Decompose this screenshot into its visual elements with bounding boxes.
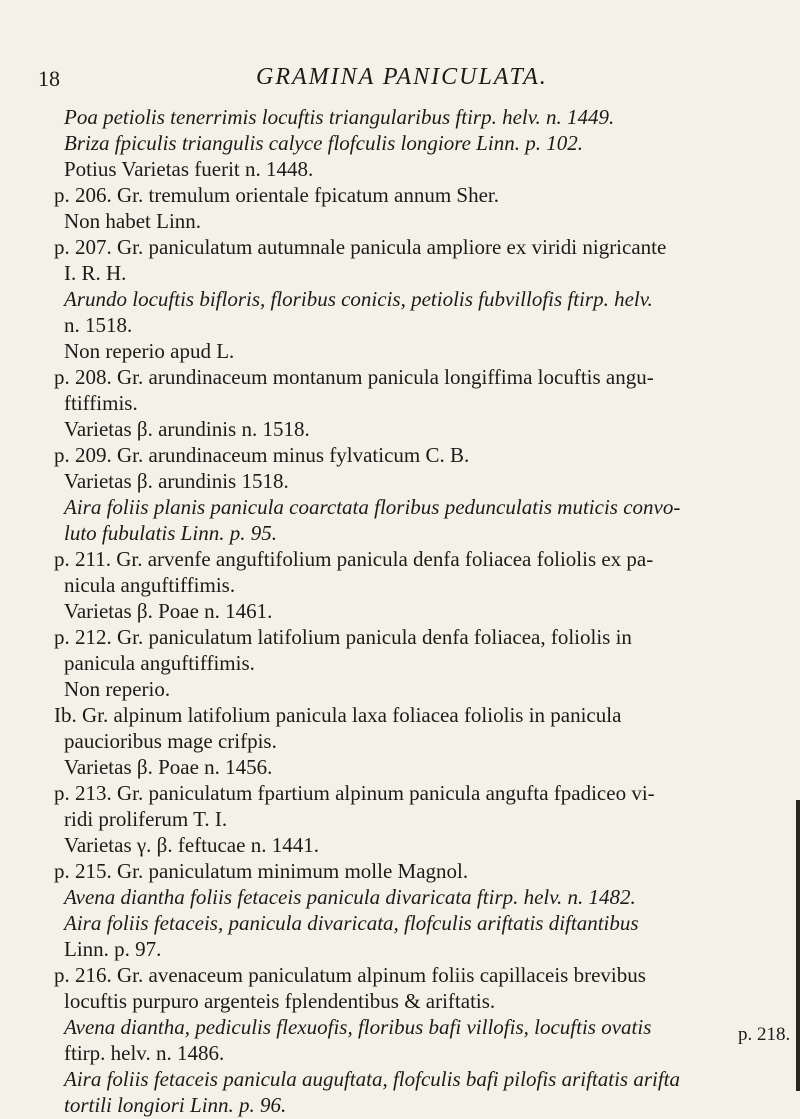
text-line: Non habet Linn. bbox=[64, 209, 202, 233]
text-line: n. 1518. bbox=[64, 313, 133, 337]
text-line: nicula anguftiffimis. bbox=[64, 573, 236, 597]
text-line: p. 206. Gr. tremulum orientale fpicatum annum Sher. bbox=[54, 183, 499, 207]
text-line: Non reperio. bbox=[64, 677, 171, 701]
running-title: GRAMINA PANICULATA. bbox=[256, 64, 548, 90]
text-line: ridi proliferum T. I. bbox=[64, 807, 228, 831]
text-line: Ib. Gr. alpinum latifolium panicula laxa foliacea foliolis in panicula bbox=[54, 703, 622, 727]
text-line: Avena diantha foliis fetaceis panicula divaricata ftirp. helv. n. 1482. bbox=[64, 885, 636, 909]
text-line: p. 207. Gr. paniculatum autumnale panicula ampliore ex viridi nigricante bbox=[54, 235, 667, 259]
text-line: Varietas β. Poae n. 1456. bbox=[64, 755, 273, 779]
text-line: Varietas β. arundinis 1518. bbox=[64, 469, 289, 493]
text-line: Varietas β. arundinis n. 1518. bbox=[64, 417, 310, 441]
text-line: Poa petiolis tenerrimis locuftis triangularibus ftirp. helv. n. 1449. bbox=[64, 105, 615, 129]
text-line: p. 212. Gr. paniculatum latifolium panicula denfa foliacea, foliolis in bbox=[54, 625, 632, 649]
text-line: Aira foliis planis panicula coarctata floribus pedunculatis muticis convo- bbox=[64, 495, 681, 519]
text-line: paucioribus mage crifpis. bbox=[64, 729, 277, 753]
text-line: panicula anguftiffimis. bbox=[64, 651, 255, 675]
text-line: p. 209. Gr. arundinaceum minus fylvaticum C. B. bbox=[54, 443, 470, 467]
text-line: p. 213. Gr. paniculatum fpartium alpinum panicula angufta fpadiceo vi- bbox=[54, 781, 655, 805]
text-line: Avena diantha, pediculis flexuofis, floribus bafi villofis, locuftis ovatis bbox=[64, 1015, 652, 1039]
text-line: Aira foliis fetaceis, panicula divaricata, flofculis ariftatis diftantibus bbox=[64, 911, 639, 935]
text-line: p. 211. Gr. arvenfe anguftifolium panicula denfa foliacea foliolis ex pa- bbox=[54, 547, 654, 571]
text-line: Briza fpiculis triangulis calyce flofculis longiore Linn. p. 102. bbox=[64, 131, 583, 155]
text-line: ftiffimis. bbox=[64, 391, 138, 415]
text-line: luto fubulatis Linn. p. 95. bbox=[64, 521, 277, 545]
page-header bbox=[38, 60, 760, 94]
text-line: p. 215. Gr. paniculatum minimum molle Magnol. bbox=[54, 859, 469, 883]
text-line: Arundo locuftis bifloris, floribus conicis, petiolis fubvillofis ftirp. helv. bbox=[64, 287, 653, 311]
text-line: locuftis purpuro argenteis fplendentibus & ariftatis. bbox=[64, 989, 496, 1013]
text-line: tortili longiori Linn. p. 96. bbox=[64, 1093, 287, 1117]
text-line: Aira foliis fetaceis panicula auguftata, flofculis bafi pilofis ariftatis arifta bbox=[64, 1067, 681, 1091]
catchword: p. 218. bbox=[738, 1024, 791, 1045]
page-number: 18 bbox=[38, 66, 60, 91]
text-line: ftirp. helv. n. 1486. bbox=[64, 1041, 225, 1065]
text-line: Varietas γ. β. feftucae n. 1441. bbox=[64, 833, 319, 857]
text-line: Varietas β. Poae n. 1461. bbox=[64, 599, 273, 623]
text-line: Non reperio apud L. bbox=[64, 339, 235, 363]
text-line: p. 208. Gr. arundinaceum montanum panicula longiffima locuftis angu- bbox=[54, 365, 654, 389]
text-line: p. 216. Gr. avenaceum paniculatum alpinum foliis capillaceis brevibus bbox=[54, 963, 646, 987]
page-edge-shadow bbox=[796, 800, 800, 1091]
text-line: I. R. H. bbox=[64, 261, 127, 285]
text-line: Linn. p. 97. bbox=[64, 937, 162, 961]
text-line: Potius Varietas fuerit n. 1448. bbox=[64, 157, 314, 181]
